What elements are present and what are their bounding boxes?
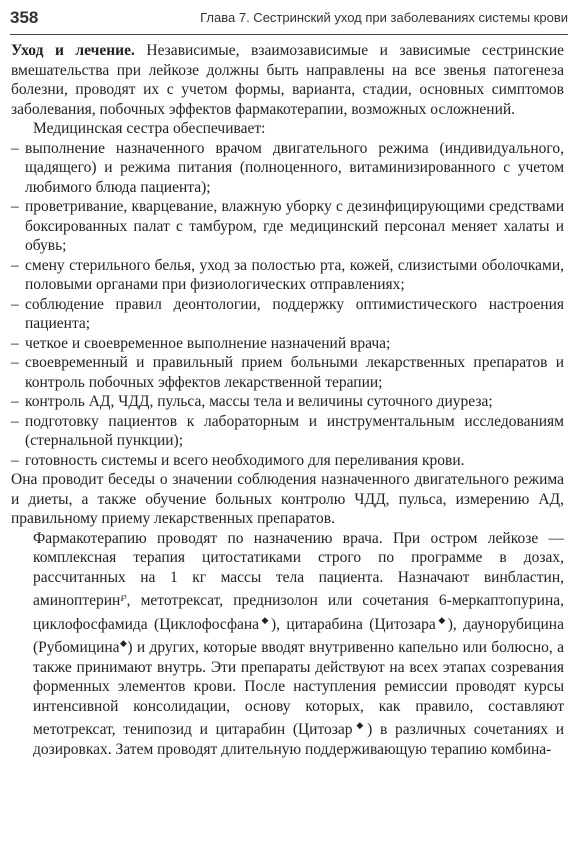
nurse-provides: Медицинская сестра обеспечивает: — [33, 120, 266, 137]
list-item: – своевременный и правильный прием больными лекарственных препаратов и контроль побочных эффектов лекарственной терапии; — [11, 354, 564, 391]
dash-marker: – — [11, 451, 19, 469]
dash-marker: – — [11, 393, 19, 410]
page-number: 358 — [10, 8, 39, 27]
intro-paragraph — [11, 41, 564, 119]
list-item: – контроль АД, ЧДД, пульса, массы тела и величины суточного диуреза; — [11, 393, 493, 410]
intro-bold-lead: Уход и лечение. — [11, 42, 135, 59]
page-body — [11, 41, 565, 760]
dash-marker: – — [11, 198, 19, 215]
list-item: – выполнение назначенного врачом двигательного режима (индивидуального, щадящего) и режима питания (полноценного, витаминизированного с учетом любимого блюда пациента); — [11, 139, 564, 196]
diamond-icon: ◆ — [435, 614, 448, 625]
diamond-icon: ◆ — [352, 720, 368, 731]
dash-marker: – — [11, 295, 19, 313]
running-head: Глава 7. Сестринский уход при заболеваниях системы крови — [200, 10, 568, 25]
diamond-icon: ◆ — [259, 614, 271, 625]
p-sign-icon: ℘ — [120, 591, 127, 601]
dash-marker: – — [11, 256, 19, 274]
list-item: – соблюдение правил деонтологии, поддержку оптимистического настроения пациента; — [11, 295, 564, 332]
diamond-icon: ◆ — [119, 638, 128, 649]
dash-marker: – — [11, 354, 19, 371]
list-item: – готовность системы и всего необходимого для переливания крови. — [11, 451, 465, 469]
list-item: – смену стерильного белья, уход за полостью рта, кожей, слизистыми оболочками, половыми органами при физиологических отправлениях; — [11, 256, 564, 293]
list-item: – четкое и своевременное выполнение назначений врача; — [11, 334, 391, 352]
dash-marker: – — [11, 334, 19, 352]
list-item: – проветривание, кварцевание, влажную уборку с дезинфицирующими средствами боксированных палат с тамбуром, где медицинский персонал меняет халаты и обувь; — [11, 198, 564, 254]
pharma-paragraph: Фармакотерапию проводят по назначению врача. При остром лейкозе — комплексная терапия цитостатиками строго по программе в дозах, рассчитанных на 1 кг массы тела пациента. Назначают винбластин, аминоптерин℘, метотрексат, преднизолон или сочетания 6-меркаптопурина, циклофосфамида (Циклофосфана◆), цитарабина (Цитозара◆), даунорубицина (Рубомицина◆) и других, которые вводят внутривенно капельно или болюсно, а также принимают внутрь. Эти препараты действуют на всех этапах созревания форменных элементов крови. После наступления ремиссии проводят курсы интенсивной консолидации, основу которых, как правило, составляют метотрексат, тенипозид и цитарабин (Цитозар◆) в различных сочетаниях и дозировках. Затем проводят длительную поддерживающую терапию комбина- — [33, 529, 565, 759]
dash-marker: – — [11, 412, 19, 430]
duties-list — [11, 139, 564, 471]
talks-paragraph: Она проводит беседы о значении соблюдения назначенного двигательного режима и диеты, а также обучение больных контролю ЧДД, пульса, измерению АД, правильному приему лекарственных препаратов. — [11, 471, 564, 527]
list-item: – подготовку пациентов к лабораторным и инструментальным исследованиям (стернальной пункции); — [11, 412, 564, 449]
page-header — [10, 8, 568, 30]
dash-marker: – — [11, 139, 19, 157]
header-rule — [10, 34, 568, 35]
intro-text: Независимые, взаимозависимые и зависимые сестринские вмешательства при лейкозе должны быть направлены на все звенья патогенеза болезни, проводят их с учетом формы, варианта, стадии, основных симптомов заболевания, побочных эффектов фармакотерапии, возможных осложнений. — [11, 42, 565, 118]
